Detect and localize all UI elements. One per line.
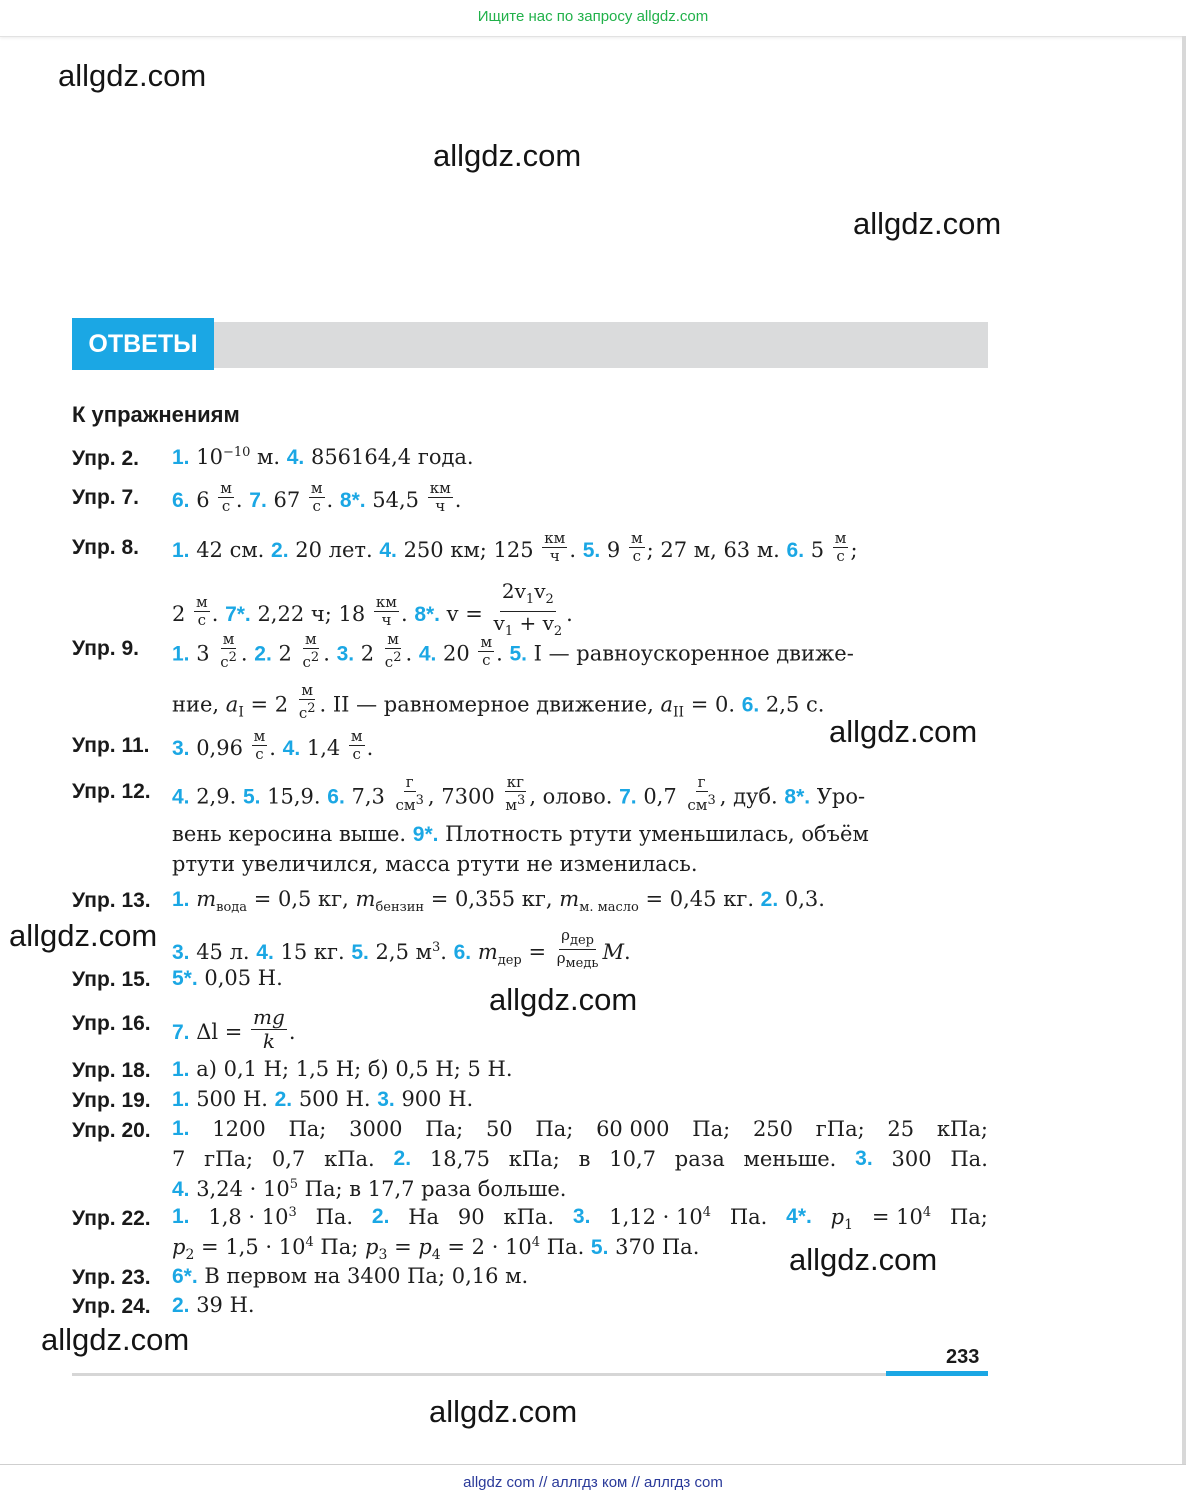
- watermark: allgdz.com: [853, 206, 1002, 241]
- answer-line: 1. 3 м $с^2$ . 2. 2 м $с^2$ . 3. 2 м $с^2$ . 4. 20 м с . 5. I — равноускоренное движе-: [172, 630, 854, 671]
- answer-line: 2. 39 Н.: [172, 1293, 255, 1317]
- exercise-label: Упр. 9.: [72, 637, 139, 660]
- watermark: allgdz.com: [58, 58, 207, 93]
- top-banner: [0, 0, 1186, 37]
- answer-line: 1. а) 0,1 Н; 1,5 Н; б) 0,5 Н; 5 Н.: [172, 1057, 513, 1081]
- answer-line: 1. 500 Н. 2. 500 Н. 3. 900 Н.: [172, 1087, 474, 1111]
- top-banner-text[interactable]: Ищите нас по запросу allgdz.com: [477, 8, 709, 25]
- exercise-label: Упр. 12.: [72, 780, 151, 803]
- watermark: allgdz.com: [829, 714, 978, 749]
- watermark: allgdz.com: [429, 1394, 578, 1429]
- footer-accent: [886, 1371, 988, 1376]
- exercise-label: Упр. 22.: [72, 1207, 151, 1230]
- exercise-label: Упр. 2.: [72, 447, 139, 470]
- answer-line: 6. 6 м с . 7. 67 м с . 8*. 54,5 км ч .: [172, 479, 462, 515]
- page-number: 233: [946, 1346, 980, 1368]
- answer-line: 3. 0,96 м с . 4. 1,4 м с .: [172, 727, 374, 763]
- answer-line: 1. $10^{-10}$ м. 4. 856164,4 года.: [172, 445, 474, 469]
- answer-line: ние, $a_I = 2$ м $с^2$ . II — равномерное движение, $a_{II} = 0$. 6. 2,5 с.: [172, 681, 825, 722]
- answer-line: $p_2 = 1,5 \cdot 10^4$ Па; $p_3 = p_4 = 2 \cdot 10^4$ Па. 5. 370 Па.: [172, 1235, 700, 1264]
- exercise-label: Упр. 23.: [72, 1266, 151, 1289]
- exercise-label: Упр. 18.: [72, 1059, 151, 1082]
- watermark: allgdz.com: [433, 138, 582, 173]
- page-title: ОТВЕТЫ: [72, 318, 214, 370]
- exercise-label: Упр. 24.: [72, 1295, 151, 1318]
- footer-divider: [0, 1464, 1186, 1465]
- answer-line: 2 м с . 7*. 2,22 ч; 18 км ч . 8*. v = $\frac{2v_1v_2}{v_1 + v_2}$ .: [172, 579, 573, 639]
- answer-line: 3. 45 л. 4. 15 кг. 5. 2,5 $м^3$. 6. $m_{дер}$ = $\rho_{дер}$ $\rho_{медь}$ M.: [172, 926, 631, 971]
- answer-line: 4. 2,9. 5. 15,9. 6. 7,3 г $см^3$ , 7300 кг $м^3$ , олово. 7. 0,7 г $см^3$ , дуб. 8*. Уро-: [172, 773, 866, 814]
- footer-rule: [72, 1373, 988, 1376]
- exercise-label: Упр. 8.: [72, 536, 139, 559]
- answer-line: 6*. В первом на 3400 Па; 0,16 м.: [172, 1264, 529, 1288]
- watermark: allgdz.com: [41, 1322, 190, 1357]
- page-edge: [1182, 36, 1186, 1464]
- exercise-label: Упр. 11.: [72, 734, 150, 757]
- watermark: allgdz.com: [789, 1242, 938, 1277]
- footer-links[interactable]: allgdz com // аллгдз ком // аллгдз com: [463, 1474, 723, 1491]
- exercise-label: Упр. 19.: [72, 1089, 151, 1112]
- subheading: К упражнениям: [72, 402, 240, 427]
- exercise-label: Упр. 16.: [72, 1012, 151, 1035]
- answer-line: ртути увеличился, масса ртути не изменилась.: [172, 852, 698, 876]
- answer-line: 1. 1200 Па; 3000 Па; 50 Па; 60 000 Па; 250 гПа; 25 кПа;: [172, 1117, 988, 1141]
- answer-line: 5*. 0,05 Н.: [172, 966, 283, 990]
- answer-line: 1. 42 см. 2. 20 лет. 4. 250 км; 125 км ч . 5. 9 м с ; 27 м, 63 м. 6. 5 м с ;: [172, 529, 858, 565]
- answer-line: 1. $1,8 \cdot 10^3$ Па. 2. На 90 кПа. 3. $1,12 \cdot 10^4$ Па. 4*. $p_1$ = $10^4$ Па;: [172, 1205, 988, 1234]
- watermark: allgdz.com: [9, 918, 158, 953]
- exercise-label: Упр. 20.: [72, 1119, 151, 1142]
- watermark: allgdz.com: [489, 982, 638, 1017]
- answer-line: 7 гПа; 0,7 кПа. 2. 18,75 кПа; в 10,7 раза меньше. 3. 300 Па.: [172, 1147, 988, 1171]
- answer-line: 4. $3,24 \cdot 10^5$ Па; в 17,7 раза больше.: [172, 1177, 567, 1201]
- answer-line: 7. Δl = $\frac{mg}{k}$ .: [172, 1005, 296, 1053]
- exercise-label: Упр. 15.: [72, 968, 151, 991]
- exercise-label: Упр. 7.: [72, 486, 139, 509]
- answer-line: 1. $m_{вода} = 0,5$ кг, $m_{бензин} = 0,355$ кг, $m_{м. масло} = 0,45$ кг. 2. 0,3.: [172, 887, 825, 916]
- exercise-label: Упр. 13.: [72, 889, 151, 912]
- answer-line: вень керосина выше. 9*. Плотность ртути уменьшилась, объём: [172, 822, 869, 846]
